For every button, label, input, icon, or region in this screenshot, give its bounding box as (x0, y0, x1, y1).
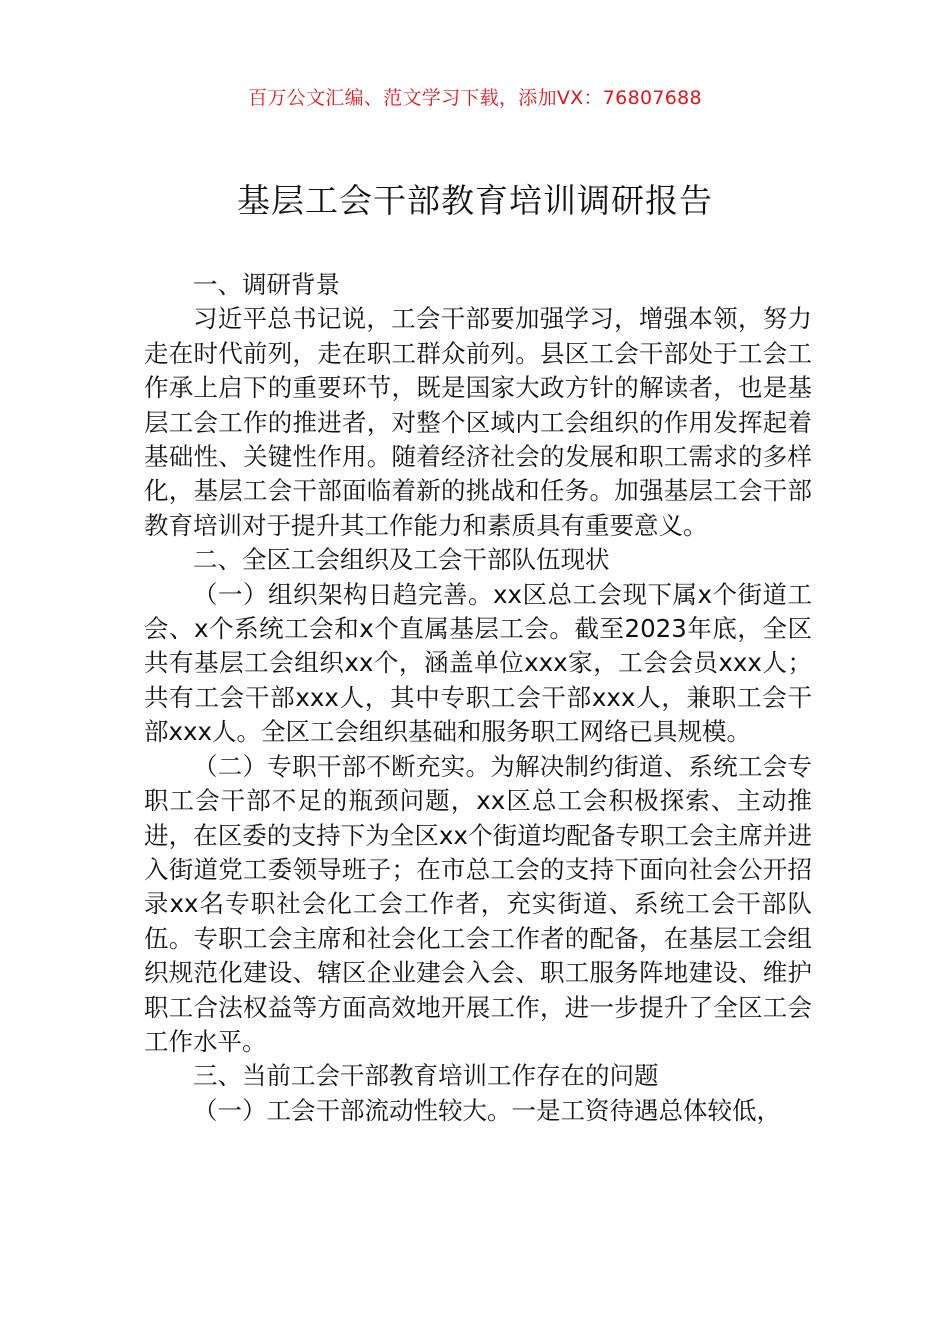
paragraph-organization: （一）组织架构日趋完善。xx区总工会现下属x个街道工会、x个系统工会和x个直属基层工会。截至2023年底，全区共有基层工会组织xx个，涵盖单位xxx家，工会会员xxx人；共有工会干部xxx人，其中专职工会干部xxx人，兼职工会干部xxx人。全区工会组织基础和服务职工网络已具规模。 (144, 579, 812, 747)
paragraph-background: 习近平总书记说，工会干部要加强学习，增强本领，努力走在时代前列，走在职工群众前列。县区工会干部处于工会工作承上启下的重要环节，既是国家大政方针的解读者，也是基层工会工作的推进者，对整个区域内工会组织的作用发挥起着基础性、关键性作用。随着经济社会的发展和职工需求的多样化，基层工会干部面临着新的挑战和任务。加强基层工会干部教育培训对于提升其工作能力和素质具有重要意义。 (144, 304, 812, 540)
document-body (144, 268, 812, 1128)
header-note: 百万公文汇编、范文学习下载，添加VX：76807688 (248, 87, 702, 109)
section-heading-background: 一、调研背景 (193, 270, 340, 299)
document-title: 基层工会干部教育培训调研报告 (237, 181, 713, 220)
section-heading-status: 二、全区工会组织及工会干部队伍现状 (193, 545, 610, 575)
paragraph-mobility: （一）工会干部流动性较大。一是工资待遇总体较低， (193, 1095, 781, 1125)
section-heading-problems: 三、当前工会干部教育培训工作存在的问题 (193, 1061, 659, 1091)
paragraph-fulltime-cadres: （二）专职干部不断充实。为解决制约街道、系统工会专职工会干部不足的瓶颈问题，xx区总工会积极探索、主动推进，在区委的支持下为全区xx个街道均配备专职工会主席并进入街道党工委领导班子；在市总工会的支持下面向社会公开招录xx名专职社会化工会工作者，充实街道、系统工会干部队伍。专职工会主席和社会化工会工作者的配备，在基层工会组织规范化建设、辖区企业建会入会、职工服务阵地建设、维护职工合法权益等方面高效地开展工作，进一步提升了全区工会工作水平。 (144, 751, 812, 1056)
